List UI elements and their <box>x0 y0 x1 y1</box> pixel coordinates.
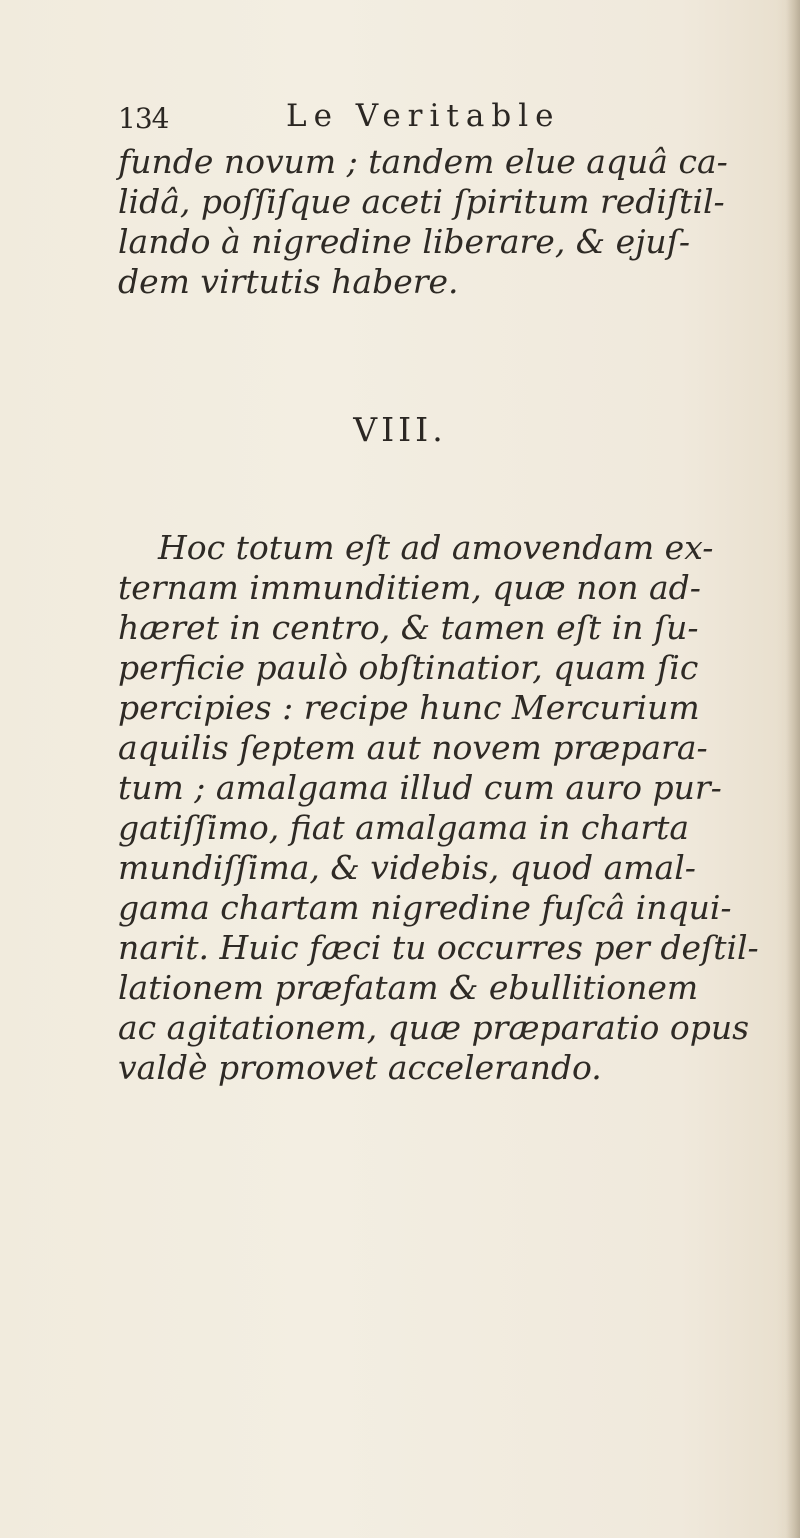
text-line: ternam immunditiem, quæ non ad- <box>118 568 701 607</box>
paragraph-1 <box>118 142 758 302</box>
page-edge-shadow <box>786 0 800 1538</box>
text-line: perficie paulò obſtinatior, quam ſic <box>118 648 699 687</box>
text-line: gama chartam nigredine fuſcâ inqui- <box>118 888 732 927</box>
page-header <box>118 96 718 142</box>
text-line: gatiſſimo, fiat amalgama in charta <box>118 808 690 847</box>
text-line: narit. Huic fæci tu occurres per deſtil- <box>118 928 759 967</box>
section-heading: VIII. <box>353 410 447 449</box>
text-line: hæret in centro, & tamen eſt in ſu- <box>118 608 699 647</box>
text-line: lationem præfatam & ebullitionem <box>118 968 699 1007</box>
text-line: aquilis ſeptem aut novem præpara- <box>118 728 708 767</box>
page-number: 134 <box>118 102 169 135</box>
text-line: Hoc totum eſt ad amovendam ex- <box>158 528 714 567</box>
text-line: mundiſſima, & videbis, quod amal- <box>118 848 696 887</box>
text-line: percipies : recipe hunc Mercurium <box>118 688 700 727</box>
text-line: lidâ, poſſiſque aceti ſpiritum rediſtil- <box>118 182 725 221</box>
text-line: dem virtutis habere. <box>118 262 459 301</box>
text-line: valdè promovet accelerando. <box>118 1048 602 1087</box>
text-line: funde novum ; tandem elue aquâ ca- <box>118 142 728 181</box>
running-head: Le Veritable <box>286 98 561 134</box>
paragraph-2 <box>118 528 758 1088</box>
text-line: tum ; amalgama illud cum auro pur- <box>118 768 722 807</box>
text-line: ac agitationem, quæ præparatio opus <box>118 1008 750 1047</box>
text-line: lando à nigredine liberare, & ejuſ- <box>118 222 691 261</box>
